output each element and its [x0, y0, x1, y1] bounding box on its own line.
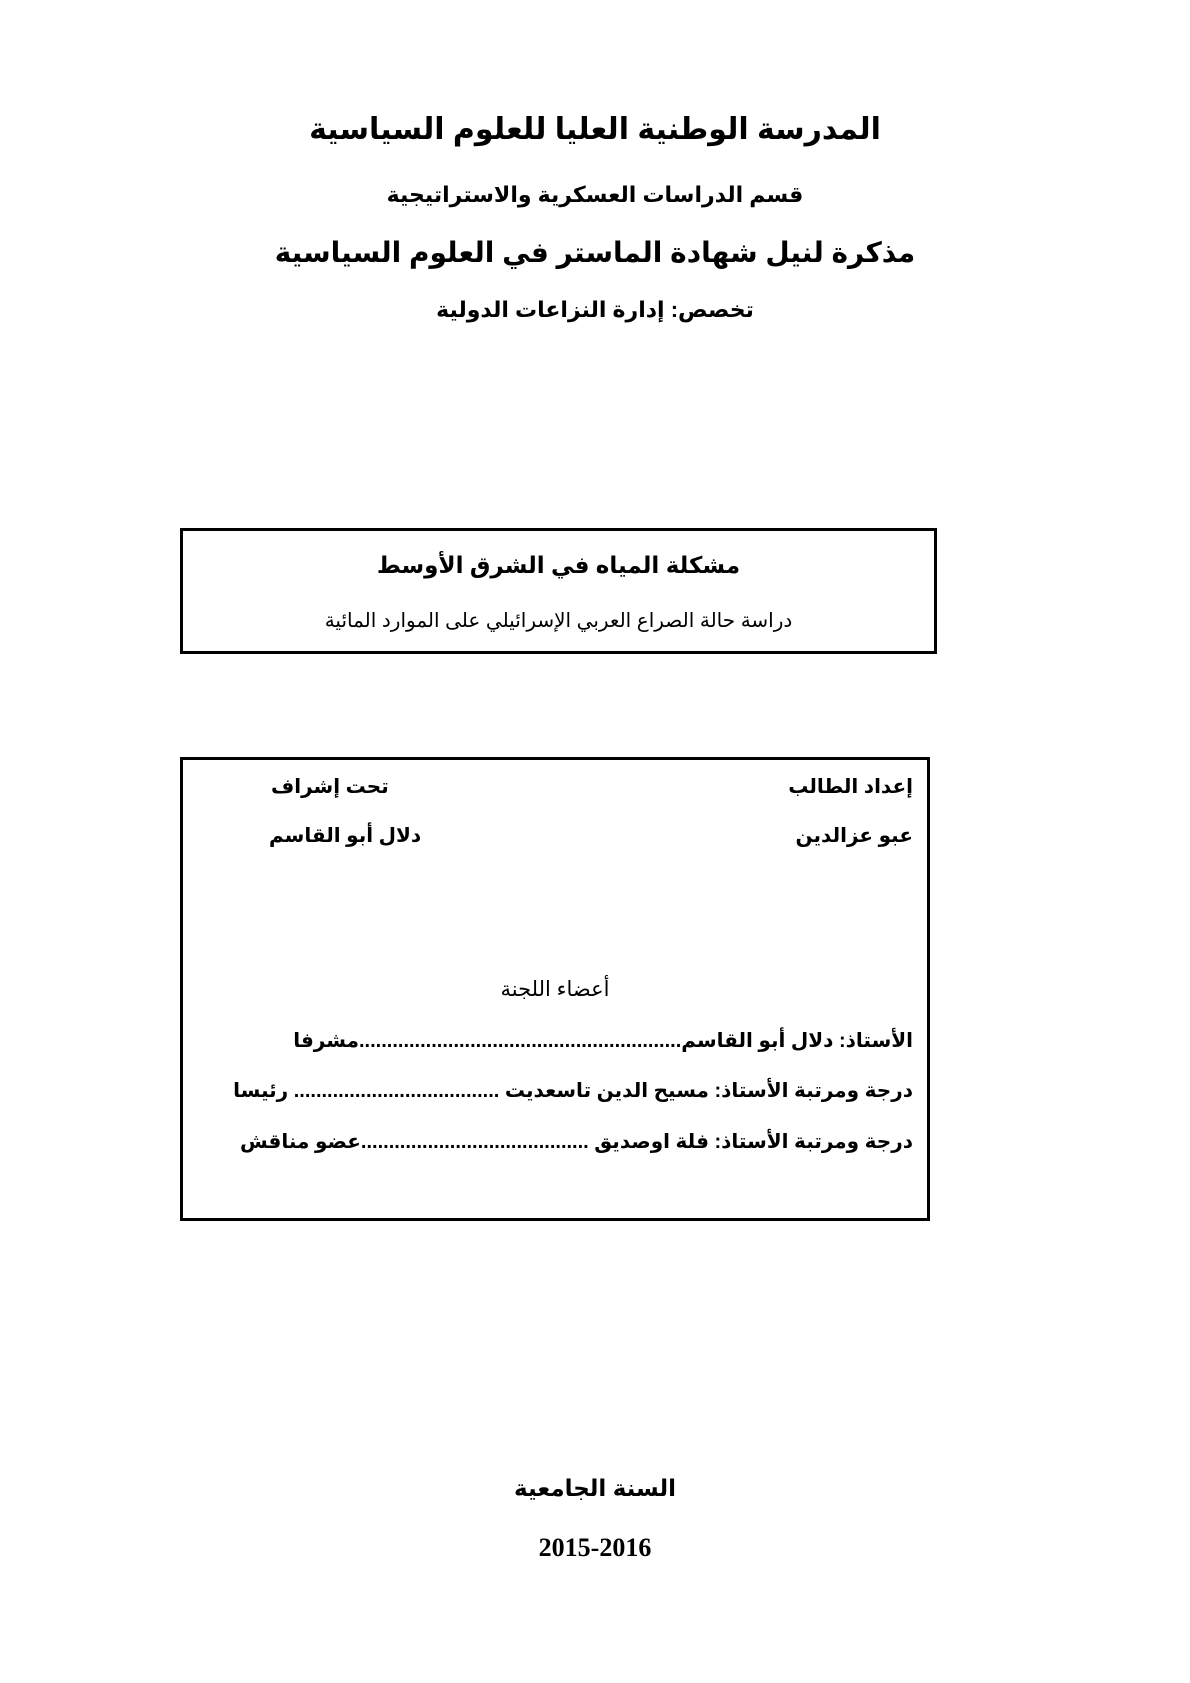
committee-member: درجة ومرتبة الأستاذ: فلة اوصديق .........................................عضو مناقش	[240, 1131, 913, 1153]
supervisor-name: دلال أبو القاسم	[269, 825, 422, 847]
committee-member: الأستاذ: دلال أبو القاسم..........................................................مشرفا	[293, 1030, 913, 1052]
info-box	[180, 757, 930, 1221]
thesis-title: مشكلة المياه في الشرق الأوسط	[376, 552, 741, 578]
academic-year-label: السنة الجامعية	[514, 1475, 676, 1501]
committee-member: درجة ومرتبة الأستاذ: مسيح الدين تاسعديت ..................................... رئيسا	[233, 1080, 913, 1102]
prepared-by-label: إعداد الطالب	[788, 776, 913, 798]
school-name: المدرسة الوطنية العليا للعلوم السياسية	[309, 113, 881, 146]
thesis-title-box	[180, 528, 937, 654]
thesis-statement: مذكرة لنيل شهادة الماستر في العلوم السياسية	[274, 237, 916, 268]
committee-title: أعضاء اللجنة	[500, 978, 610, 1001]
thesis-subtitle: دراسة حالة الصراع العربي الإسرائيلي على الموارد المائية	[324, 610, 793, 632]
specialization: تخصص: إدارة النزاعات الدولية	[436, 297, 754, 322]
academic-year: 2015-2016	[538, 1533, 652, 1562]
student-name: عبو عزالدين	[795, 825, 913, 847]
supervision-label: تحت إشراف	[271, 776, 389, 798]
department-name: قسم الدراسات العسكرية والاستراتيجية	[386, 182, 804, 207]
